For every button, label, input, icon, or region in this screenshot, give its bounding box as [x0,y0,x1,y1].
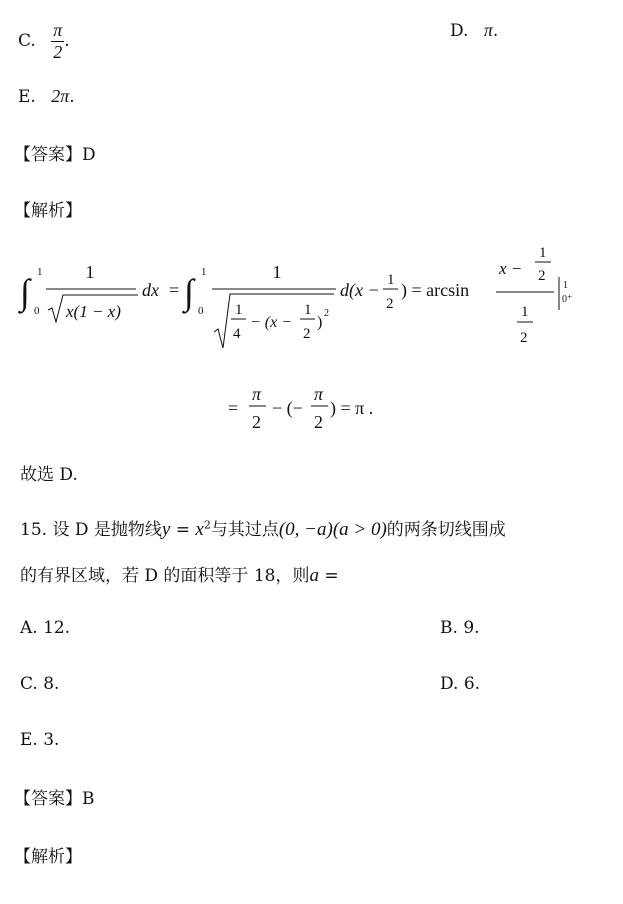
q15-option-d: D. 6. [440,674,481,694]
svg-text:) = π .: ) = π . [330,398,374,418]
svg-text:− (−: − (− [272,398,303,418]
frac2-numerator: 1 [272,262,282,282]
svg-text:2: 2 [303,326,311,342]
option-c-fraction: $\frac{\pi}{2}$ [53,20,63,62]
svg-text:1: 1 [539,245,547,261]
svg-text:2: 2 [324,308,329,319]
option-c-label: C. [18,31,36,51]
differential-dx-half: d(x − [340,280,380,300]
svg-text:2: 2 [252,412,261,432]
frac1-denominator: x(1 − x) [66,302,121,321]
option-e-label: E. [18,87,36,107]
option-d: D. π. [450,20,499,41]
svg-text:1: 1 [521,304,529,320]
question-number: 15. [20,520,48,540]
differential-dx: dx [142,280,159,300]
q15-option-b: B. 9. [440,618,480,638]
svg-text:2: 2 [386,296,394,312]
option-d-value: π [483,20,493,40]
q15-answer-value: B [82,789,95,809]
svg-text:x −: x − [499,259,523,278]
q15-option-c: C. 8. [20,674,60,694]
result-formula [222,378,402,438]
svg-text:1: 1 [304,302,312,318]
answer-line [14,140,96,165]
question-15-line2: 的有界区域，若 D 的面积等于 18，则a = [20,565,339,586]
svg-text:=: = [228,398,239,418]
q15-option-a: A. 12. [20,618,71,638]
svg-text:2: 2 [314,412,323,432]
option-d-label: D. [450,21,469,41]
q15-option-e: E. 3. [20,730,60,750]
conclusion: 故选 D. [20,465,78,485]
svg-text:1: 1 [387,272,395,288]
svg-text:π: π [252,384,262,404]
integral-upper: 1 [37,266,43,278]
svg-text:0⁺: 0⁺ [562,294,573,305]
svg-text:4: 4 [233,326,241,342]
integral-sign: ∫ [20,272,30,312]
q15-answer-heading: 【答案】 [14,789,82,809]
svg-text:− (x −: − (x − [250,314,293,331]
integral-lower: 0 [34,305,40,317]
option-c: C. $\frac{\pi}{2}$ . [18,20,70,62]
frac1-numerator: 1 [85,262,95,282]
svg-text:1: 1 [235,302,243,318]
svg-text:2: 2 [538,268,546,284]
svg-text:): ) [317,314,323,331]
answer-heading: 【答案】 [14,145,82,165]
integral-sign-2: ∫ [184,272,194,312]
q15-answer-line [14,784,95,809]
integral-formula [14,232,584,357]
arcsin-label: ) = arcsin [401,280,470,300]
answer-value: D [82,145,96,165]
svg-text:1: 1 [201,266,207,278]
svg-text:1: 1 [563,280,568,291]
option-e: E. 2π. [18,86,75,107]
q15-analysis-heading: 【解析】 [14,847,82,867]
svg-text:=: = [169,280,180,300]
svg-text:π: π [314,384,324,404]
question-15-line1: 15. 设 D 是抛物线$y = x^2$与其过点(0, −a)(a > 0)的两条切线围成 [20,518,506,540]
analysis-heading: 【解析】 [14,201,82,221]
option-e-value: 2π [51,86,70,106]
svg-text:0: 0 [198,305,204,317]
svg-text:2: 2 [520,330,528,346]
